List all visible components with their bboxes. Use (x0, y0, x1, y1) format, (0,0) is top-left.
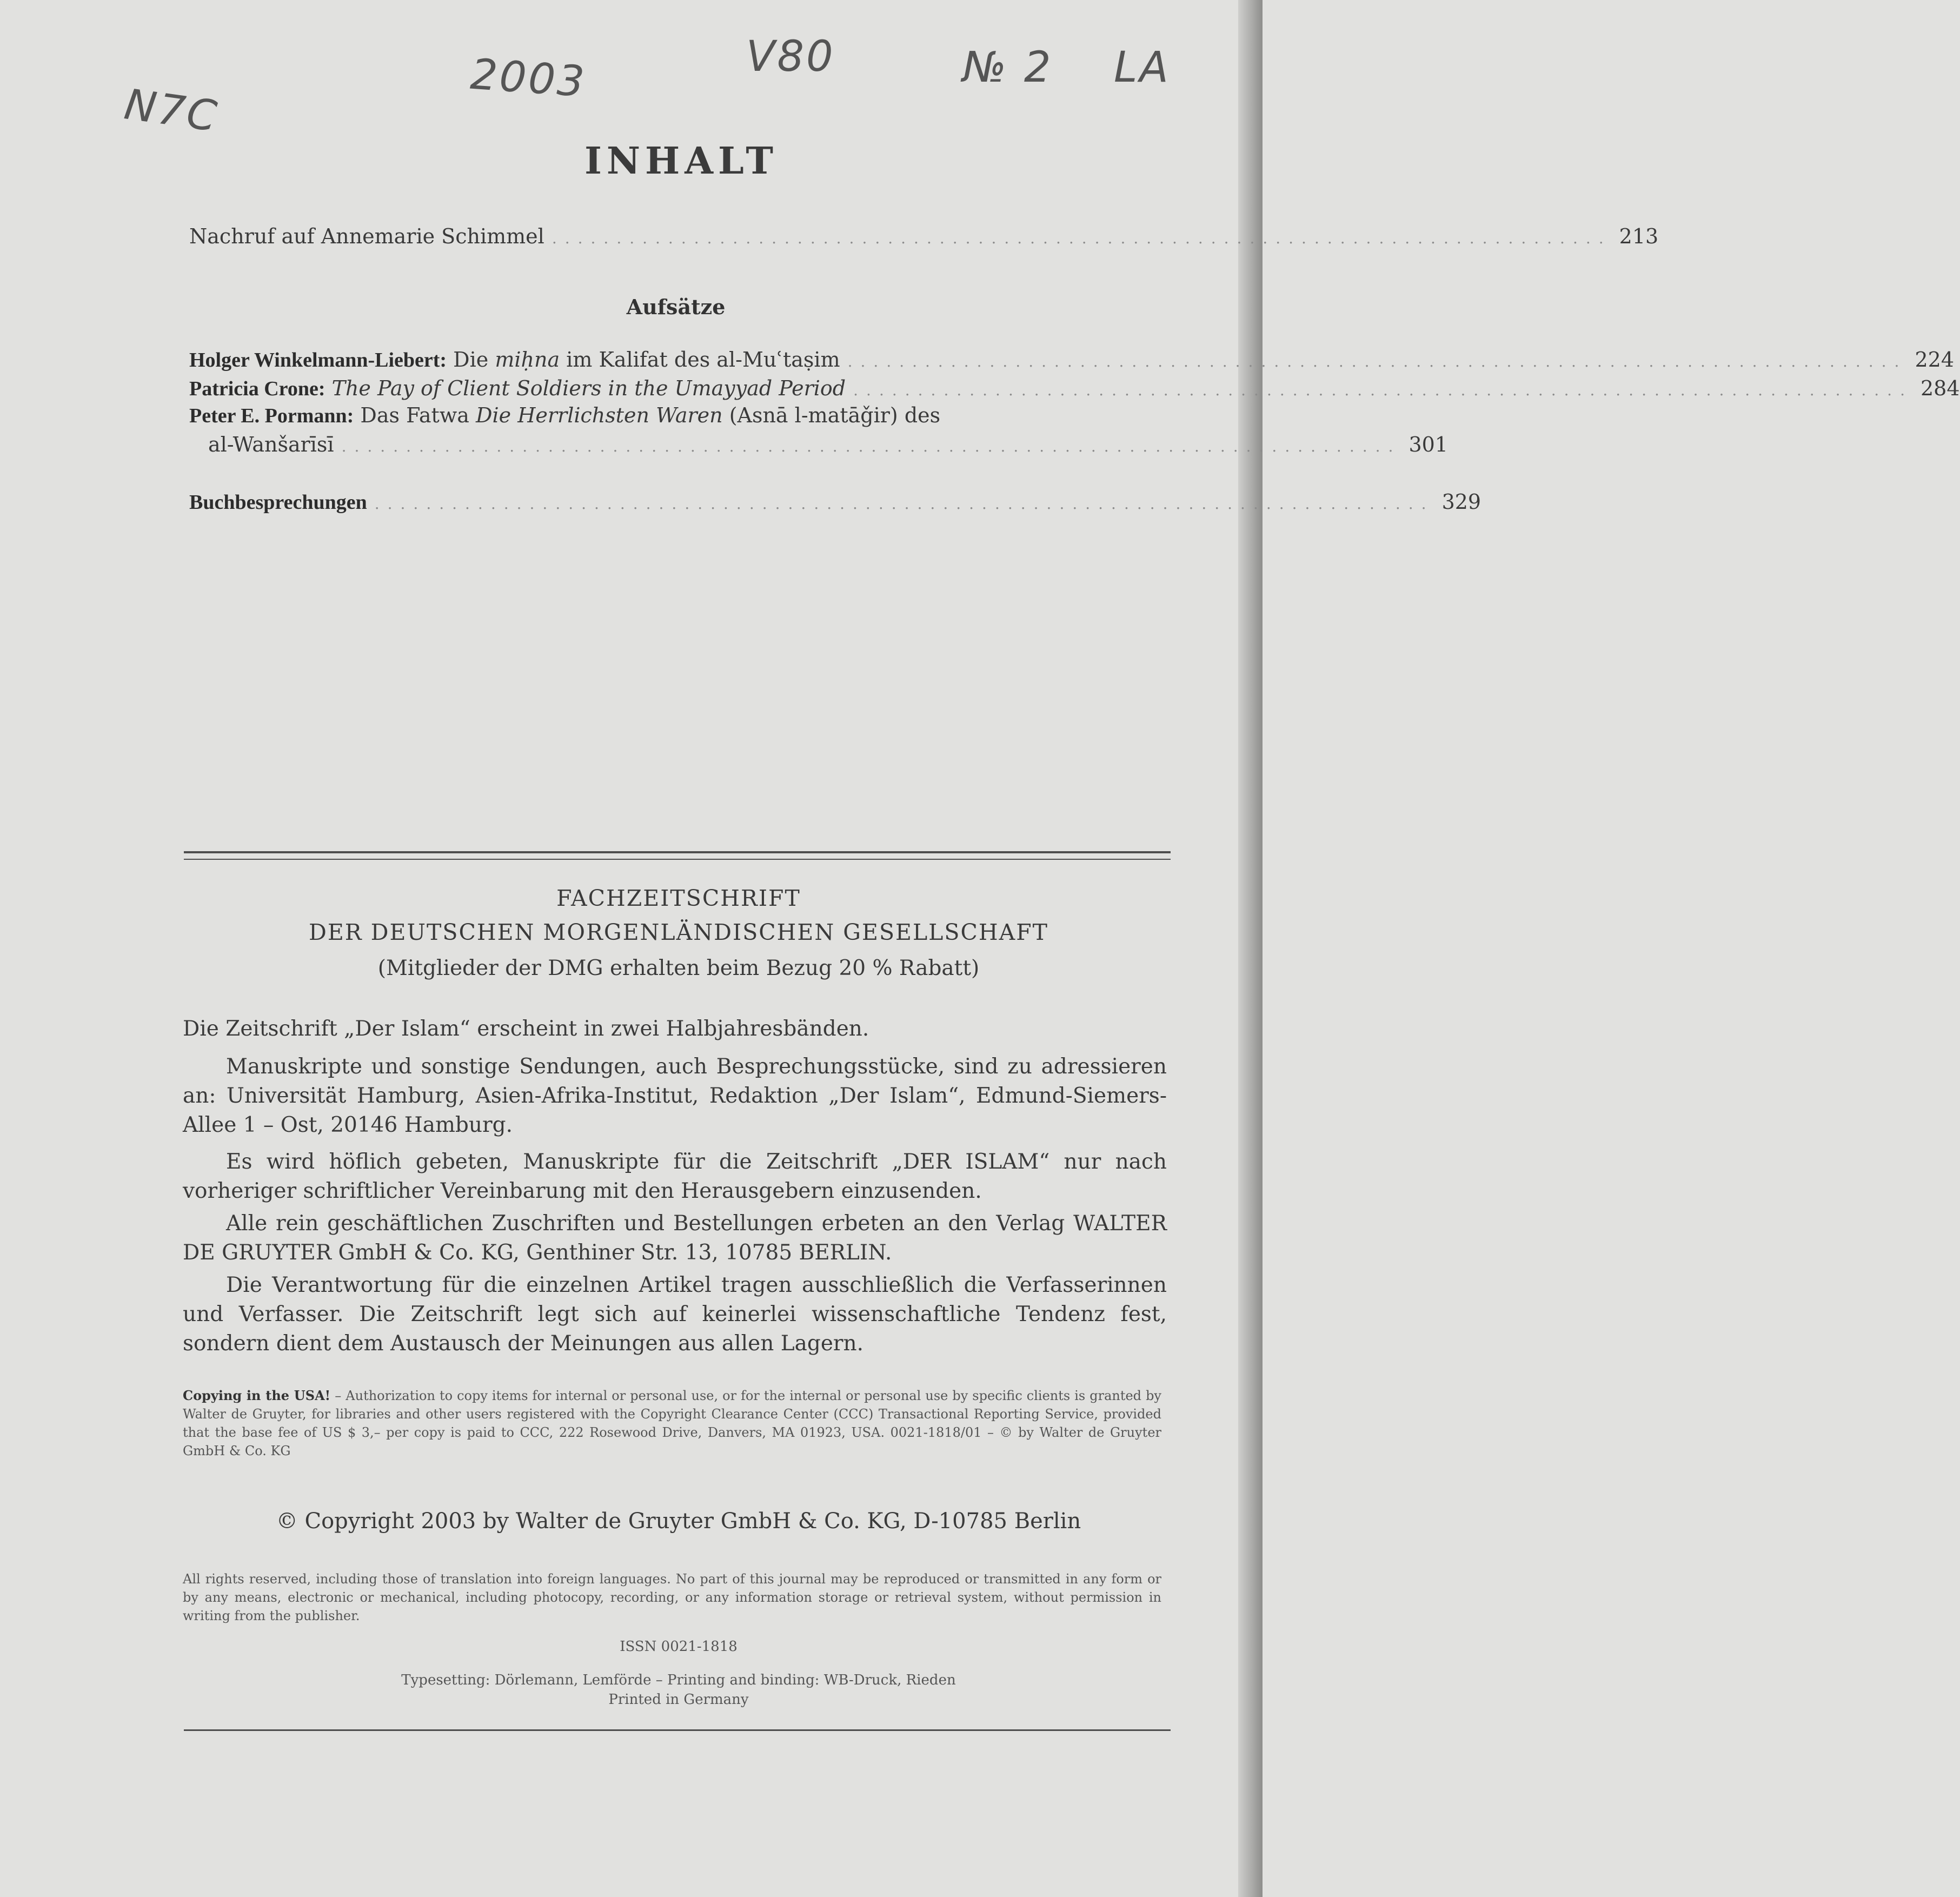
masthead-line-3: (Mitglieder der DMG erhalten beim Bezug 20 % Rabatt) (377, 956, 980, 980)
colophon-line-1: Typesetting: Dörlemann, Lemförde – Printing and binding: WB-Druck, Rieden (401, 1672, 956, 1688)
article-title-part: Das Fatwa (354, 403, 476, 427)
toc-entry-article (189, 348, 1954, 372)
paragraph-publication: Die Zeitschrift „Der Islam“ erscheint in zwei Halbjahresbänden. (183, 1017, 869, 1041)
paragraph-responsibility: Die Verantwortung für die einzelnen Artikel tragen ausschließlich die Verfasserinnen und Verfasser. Die Zeitschrift legt sich auf keinerlei wissenschaftliche Tendenz fest, sondern dient dem Austausch der Meinungen aus allen Lagern. (183, 1273, 1167, 1356)
rights-notice: All rights reserved, including those of translation into foreign languages. No part of this journal may be reproduced or transmitted in any form or by any means, electronic or mechanical, including photocopy, recording, or any information storage or retrieval system, without permission in writing from the publisher. (183, 1571, 1161, 1623)
article-author: Peter E. Pormann: (189, 404, 354, 427)
handwritten-year: 2003 (469, 50, 588, 107)
masthead-line-2: DER DEUTSCHEN MORGENLÄNDISCHEN GESELLSCHAFT (308, 919, 1049, 945)
divider-rule-top-thin (184, 859, 1171, 860)
copyright-line: © Copyright 2003 by Walter de Gruyter GmbH & Co. KG, D-10785 Berlin (276, 1509, 1081, 1534)
issn-line: ISSN 0021-1818 (620, 1639, 738, 1655)
article-title-italic: Die Herrlichsten Waren (476, 403, 723, 427)
handwritten-code: V80 (746, 32, 835, 81)
leader-dots: .................................................................................. (341, 437, 1401, 455)
page-edge-shadow (1238, 0, 1263, 1897)
article-author: Holger Winkelmann-Liebert: (189, 349, 447, 372)
toc-entry-text: Buchbesprechungen (189, 491, 367, 514)
page-title: INHALT (584, 140, 778, 183)
leader-dots: .................................................................................. (552, 229, 1612, 247)
toc-page-number: 284 (1920, 376, 1960, 400)
leader-dots: .................................................................................. (374, 495, 1434, 513)
toc-page-number: 213 (1619, 224, 1659, 248)
article-title-part: (Asnā l-matāǧir) des (722, 403, 941, 427)
toc-page-number: 329 (1441, 490, 1481, 514)
paragraph-orders: Alle rein geschäftlichen Zuschriften und Bestellungen erbeten an den Verlag WALTER DE GRUYTER GmbH & Co. KG, Genthiner Str. 13, 10785 BERLIN. (183, 1211, 1167, 1265)
article-title-part (325, 376, 332, 400)
paragraph-submission: Es wird höflich gebeten, Manuskripte für die Zeitschrift „DER ISLAM“ nur nach vorheriger schriftlicher Vereinbarung mit den Herausgebern einzusenden. (183, 1150, 1167, 1203)
toc-entry-text: al-Wanšarīsī (208, 433, 334, 456)
toc-entry-article (189, 376, 1960, 401)
article-title-part: im Kalifat des al-Muʿtaṣim (560, 348, 840, 372)
leader-dots: .................................................................................. (847, 353, 1908, 370)
article-author: Patricia Crone: (189, 377, 325, 400)
handwritten-note-left: N7C (121, 80, 222, 142)
toc-entry-obituary (189, 224, 1659, 248)
toc-page-number: 301 (1408, 433, 1448, 456)
article-title-italic: The Pay of Client Soldiers in the Umayyad Period (331, 376, 846, 400)
leader-dots: .................................................................................. (853, 381, 1913, 399)
copying-label: Copying in the USA! (183, 1388, 331, 1403)
divider-rule-top (184, 851, 1171, 853)
handwritten-initials: LA (1114, 43, 1171, 92)
divider-rule-bottom (184, 1729, 1171, 1731)
toc-entry-text: Nachruf auf Annemarie Schimmel (189, 224, 544, 248)
toc-entry-article-line2 (208, 433, 1448, 456)
handwritten-number: № 2 (962, 43, 1053, 92)
masthead-line-1: FACHZEITSCHRIFT (556, 885, 801, 911)
toc-entry-text (189, 348, 840, 372)
toc-entry-text (189, 376, 846, 401)
toc-page-number: 224 (1915, 348, 1954, 372)
paragraph-manuscripts: Manuskripte und sonstige Sendungen, auch Besprechungsstücke, sind zu adressieren an: Universität Hamburg, Asien-Afrika-Institut, Redaktion „Der Islam“, Edmund-Siemers-Allee 1 – Ost, 20146 Hamburg. (183, 1054, 1167, 1137)
copying-text: – Authorization to copy items for internal or personal use, or for the internal or personal use by specific clients is granted by Walter de Gruyter, for libraries and other users registered with the Copyright Clearance Center (CCC) Transactional Reporting Service, provided that the base fee of US $ 3,– per copy is paid to CCC, 222 Rosewood Drive, Danvers, MA 01923, USA. 0021-1818/01 – © by Walter de Gruyter GmbH & Co. KG (183, 1388, 1161, 1458)
article-title-part: Die (447, 348, 495, 372)
section-heading-articles: Aufsätze (626, 295, 726, 319)
copying-notice (183, 1387, 1161, 1460)
article-title-italic: miḥna (495, 348, 560, 372)
toc-entry-article-line1 (189, 403, 940, 428)
colophon-line-2: Printed in Germany (608, 1692, 749, 1708)
toc-entry-reviews (189, 490, 1481, 514)
